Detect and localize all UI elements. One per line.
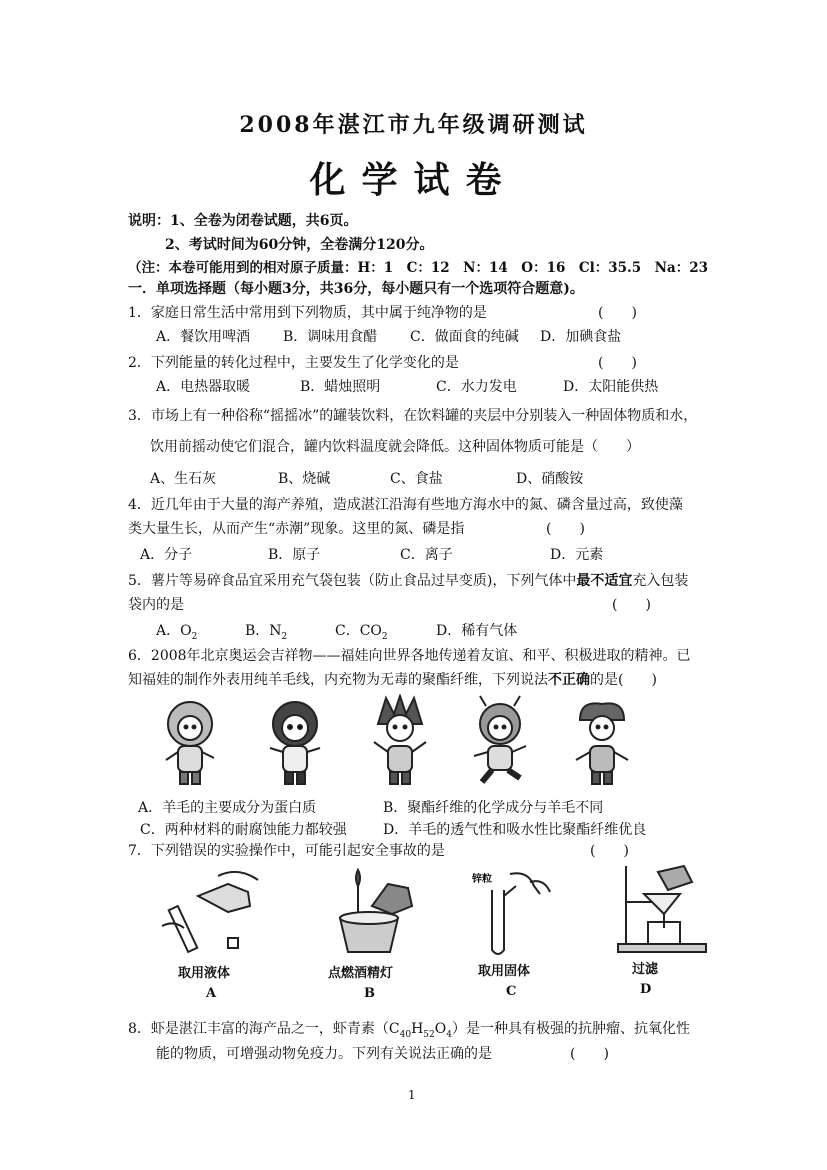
q2-blank: ( ) — [598, 355, 637, 371]
q3-stem-line1: 3．市场上有一种俗称“摇摇冰”的罐装饮料，在饮料罐的夹层中分别装入一种固体物质和水， — [128, 408, 698, 424]
q2-stem: 2．下列能量的转化过程中，主要发生了化学变化的是 — [128, 355, 459, 371]
q5-option-b-text: B．N — [245, 623, 282, 639]
q5-blank: ( ) — [612, 597, 651, 613]
q4-option-a: A．分子 — [140, 547, 193, 563]
q1-option-c: C．做面食的纯碱 — [410, 329, 519, 345]
q5-option-d: D．稀有气体 — [436, 623, 518, 639]
exam-subtitle: 化学试卷 — [309, 159, 518, 201]
q1-option-d: D．加碘食盐 — [540, 329, 622, 345]
q5-option-a-text: A．O — [156, 623, 192, 639]
q5-option-c-text: C．CO — [335, 623, 382, 639]
q8-blank: ( ) — [570, 1046, 609, 1062]
q2-option-b: B．蜡烛照明 — [300, 379, 381, 395]
note-2: 2、考试时间为60分钟，全卷满分120分。 — [165, 237, 434, 253]
q5-stem-line2: 袋内的是 — [128, 597, 184, 613]
q6-stem-part1: 知福娃的制作外表用纯羊毛线，内充物为无毒的聚酯纤维，下列说法 — [128, 672, 548, 688]
mascot-jingjing — [270, 702, 320, 784]
mascot-yingying — [474, 696, 526, 782]
q6-option-c: C．两种材料的耐腐蚀能力都较强 — [140, 822, 347, 838]
lighting-lamp-figure — [328, 866, 418, 956]
q5-option-a-sub: 2 — [191, 631, 198, 642]
adding-solid-figure — [470, 866, 560, 956]
q8-sub-40: 40 — [399, 1029, 412, 1040]
q6-option-b: B．聚酯纤维的化学成分与羊毛不同 — [383, 800, 604, 816]
q8-sub-4: 4 — [446, 1029, 452, 1040]
q6-stem-part3: 的是( ) — [590, 672, 657, 688]
q8-o: O — [434, 1021, 447, 1037]
figure-c-letter: C — [506, 984, 517, 999]
q3-stem-line2: 饮用前摇动使它们混合，罐内饮料温度就会降低。这种固体物质可能是（ ） — [150, 439, 640, 455]
q5-stem-emphasis: 最不适宜 — [576, 573, 633, 589]
note-atomic-mass: （注：本卷可能用到的相对原子质量：H：1 C：12 N：14 O：16 Cl：35.5 Na：23 — [128, 260, 708, 276]
figure-b-letter: B — [364, 986, 375, 1001]
q6-option-d: D．羊毛的透气性和吸水性比聚酯纤维优良 — [383, 822, 647, 838]
mascot-nini — [576, 703, 628, 784]
q5-option-a — [156, 620, 197, 642]
q5-stem-part3: 充入包装 — [632, 573, 689, 589]
q6-stem-line1: 6．2008年北京奥运会吉祥物——福娃向世界各地传递着友谊、和平、积极进取的精神。已 — [128, 648, 691, 664]
q3-option-c: C、食盐 — [390, 471, 443, 487]
q8-sub-52: 52 — [423, 1029, 435, 1040]
exam-title: 2008年湛江市九年级调研测试 — [239, 112, 588, 138]
figure-a-label: 取用液体 — [178, 966, 231, 981]
q7-zinc-tag: 锌粒 — [472, 874, 492, 885]
q4-option-d: D．元素 — [550, 547, 604, 563]
q6-option-a: A．羊毛的主要成分为蛋白质 — [138, 800, 317, 816]
q7-blank: ( ) — [590, 843, 629, 859]
q1-option-b: B．调味用食醋 — [283, 329, 378, 345]
q2-option-c: C．水力发电 — [436, 379, 517, 395]
q4-stem-line1: 4．近几年由于大量的海产养殖，造成湛江沿海有些地方海水中的氮、磷含量过高，致使藻 — [128, 497, 683, 513]
q5-option-b — [245, 620, 287, 642]
q5-stem-line1 — [128, 570, 688, 590]
q3-option-b: B、烧碱 — [278, 471, 331, 487]
q1-option-a: A．餐饮用啤酒 — [156, 329, 251, 345]
q3-option-d: D、硝酸铵 — [516, 471, 584, 487]
q1-stem: 1．家庭日常生活中常用到下列物质，其中属于纯净物的是 — [128, 305, 487, 321]
q2-option-d: D．太阳能供热 — [563, 379, 659, 395]
q6-stem-emphasis: 不正确 — [548, 672, 590, 688]
q8-stem-line2: 能的物质，可增强动物免疫力。下列有关说法正确的是 — [156, 1046, 492, 1062]
q8-h: H — [411, 1021, 424, 1037]
q4-option-c: C．离子 — [400, 547, 453, 563]
q4-stem-line2: 类大量生长，从而产生“赤潮”现象。这里的氮、磷是指 — [128, 521, 465, 537]
mascot-beibei — [166, 702, 214, 784]
q2-option-a: A．电热器取暖 — [156, 379, 251, 395]
q7-stem: 7．下列错误的实验操作中，可能引起安全事故的是 — [128, 843, 445, 859]
figure-d-label: 过滤 — [632, 962, 659, 977]
q8-stem-line1 — [128, 1018, 690, 1040]
mascot-huanhuan — [374, 696, 426, 784]
q3-option-a: A、生石灰 — [150, 471, 217, 487]
figure-a-letter: A — [206, 986, 217, 1001]
filtration-figure — [612, 862, 712, 958]
section-heading: 一．单项选择题（每小题3分，共36分，每小题只有一个选项符合题意)。 — [128, 281, 584, 297]
figure-c-label: 取用固体 — [478, 964, 531, 979]
q4-option-b: B．原子 — [268, 547, 321, 563]
q8-stem-part1: 8．虾是湛江丰富的海产品之一，虾青素（C — [128, 1021, 400, 1037]
q5-option-c — [335, 620, 388, 642]
pouring-liquid-figure — [158, 866, 278, 958]
q5-stem-part1: 5．薯片等易碎食品宜采用充气袋包装（防止食品过早变质)，下列气体中 — [128, 573, 577, 589]
q5-option-c-sub: 2 — [381, 631, 388, 642]
figure-d-letter: D — [640, 982, 652, 997]
fuwa-mascots-image — [150, 694, 650, 790]
q1-blank: ( ) — [598, 305, 637, 321]
note-1: 说明：1、全卷为闭卷试题，共6页。 — [128, 213, 358, 229]
page-number: 1 — [408, 1088, 416, 1102]
q8-stem-part2: ）是一种具有极强的抗肿瘤、抗氧化性 — [451, 1021, 690, 1037]
q6-stem-line2 — [128, 669, 657, 689]
q4-blank: ( ) — [546, 521, 585, 537]
figure-b-label: 点燃酒精灯 — [328, 966, 394, 981]
q5-option-b-sub: 2 — [281, 631, 288, 642]
